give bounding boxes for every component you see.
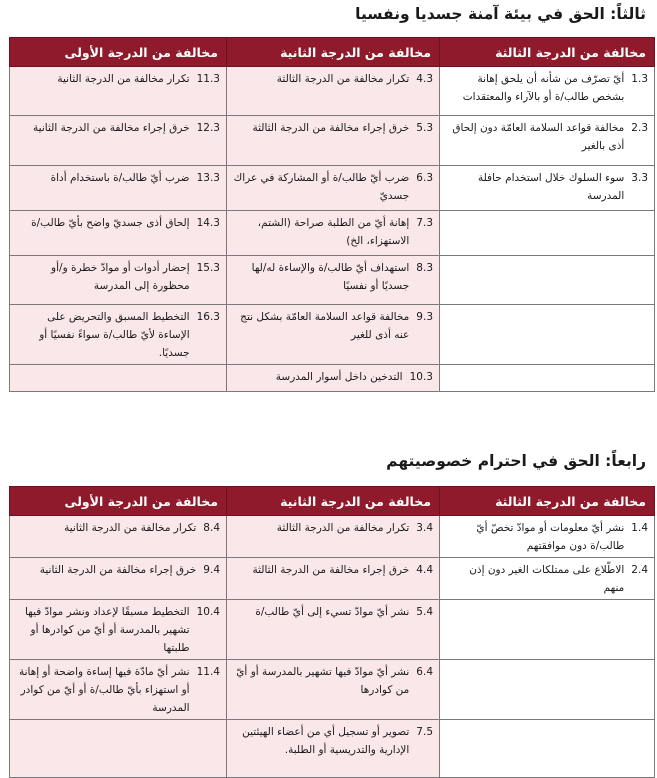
violation-text: تكرار مخالفة من الدرجة الثالثة xyxy=(276,73,410,85)
table-cell xyxy=(440,720,655,778)
column-header-third-degree: مخالفة من الدرجة الثالثة xyxy=(440,487,655,516)
violation-number: 1.3 xyxy=(631,73,648,85)
violation-number: 6.3 xyxy=(416,172,433,184)
violation-number: 10.3 xyxy=(409,371,433,383)
violation-number: 12.3 xyxy=(196,122,220,134)
table-row xyxy=(10,67,655,116)
table-row xyxy=(10,558,655,600)
table-row xyxy=(10,305,655,365)
table-cell xyxy=(440,166,655,211)
violation-text: تصوير أو تسجيل أي من أعضاء الهيئتين الإدارية والتدريسية أو الطلبة. xyxy=(242,726,410,756)
violation-number: 14.3 xyxy=(196,217,220,229)
violation-text: التدخين داخل أسوار المدرسة xyxy=(275,371,403,383)
violation-text: نشر أيّ موادّ فيها تشهير بالمدرسة أو أيّ من كوادرها xyxy=(236,666,410,696)
table-cell xyxy=(227,166,440,211)
table-row xyxy=(10,256,655,305)
violation-number: 9.3 xyxy=(416,311,433,323)
table-cell xyxy=(227,600,440,660)
table-cell xyxy=(10,256,227,305)
table-cell xyxy=(440,256,655,305)
violation-text: خرق إجراء مخالفة من الدرجة الثالثة xyxy=(252,122,410,134)
violation-number: 16.3 xyxy=(196,311,220,323)
violation-text: تكرار مخالفة من الدرجة الثانية xyxy=(64,522,197,534)
table-row xyxy=(10,720,655,778)
table-cell xyxy=(227,116,440,166)
column-header-first-degree: مخالفة من الدرجة الأولى xyxy=(10,487,227,516)
violation-text: إحضار أدوات أو موادّ خطرة و/أو محظورة إلى المدرسة xyxy=(51,262,190,292)
violation-number: 5.4 xyxy=(416,606,433,618)
table-cell xyxy=(440,211,655,256)
table-cell xyxy=(10,558,227,600)
table-cell xyxy=(10,600,227,660)
table-cell xyxy=(10,116,227,166)
table-cell xyxy=(440,516,655,558)
table-cell xyxy=(10,660,227,720)
table-row xyxy=(10,660,655,720)
table-cell xyxy=(440,67,655,116)
table-cell xyxy=(10,305,227,365)
table-cell xyxy=(227,720,440,778)
table-cell xyxy=(227,558,440,600)
violation-text: الاطّلاع على ممتلكات الغير دون إذن منهم xyxy=(469,564,625,594)
table-cell xyxy=(227,365,440,392)
violation-text: إهانة أيّ من الطلبة صراحة (الشتم، الاستهزاء، الخ) xyxy=(257,217,410,247)
violation-number: 9.4 xyxy=(203,564,220,576)
table-cell xyxy=(10,720,227,778)
violation-text: أيّ تصرّف من شأنه أن يلحق إهانة بشخص طالب/ة أو بالآراء والمعتقدات xyxy=(462,73,625,103)
violation-text: التخطيط المسبق والتحريض على الإساءة لأيّ طالب/ة سواءً نفسيًا أو جسديًا. xyxy=(39,311,190,359)
violation-text: مخالفة قواعد السلامة العامّة دون إلحاق أذى بالغير xyxy=(452,122,625,152)
violation-text: التخطيط مسبقًا لإعداد ونشر موادّ فيها تشهير بالمدرسة أو أيّ من كوادرها أو طلبتها xyxy=(25,606,190,654)
table-cell xyxy=(10,67,227,116)
violation-number: 10.4 xyxy=(196,606,220,618)
violation-number: 13.3 xyxy=(196,172,220,184)
violation-text: تكرار مخالفة من الدرجة الثالثة xyxy=(276,522,410,534)
violation-number: 8.3 xyxy=(416,262,433,274)
violation-number: 11.4 xyxy=(196,666,220,678)
table-row xyxy=(10,600,655,660)
violation-number: 3.3 xyxy=(631,172,648,184)
violation-number: 4.4 xyxy=(416,564,433,576)
table-cell xyxy=(227,516,440,558)
violation-number: 5.3 xyxy=(416,122,433,134)
violation-text: مخالفة قواعد السلامة العامّة بشكل نتج عنه أذى للغير xyxy=(240,311,410,341)
violation-number: 3.4 xyxy=(416,522,433,534)
table-row xyxy=(10,116,655,166)
column-header-third-degree: مخالفة من الدرجة الثالثة xyxy=(440,38,655,67)
section3-table xyxy=(9,37,655,392)
violation-number: 15.3 xyxy=(196,262,220,274)
table-cell xyxy=(227,256,440,305)
table-cell xyxy=(440,116,655,166)
violation-number: 2.3 xyxy=(631,122,648,134)
violation-number: 11.3 xyxy=(196,73,220,85)
table-cell xyxy=(227,305,440,365)
violation-text: ضرب أيّ طالب/ة باستخدام أداة xyxy=(50,172,190,184)
violation-number: 7.3 xyxy=(416,217,433,229)
section4-title: رابعاً: الحق في احترام خصوصيتهم xyxy=(386,452,646,470)
table-row xyxy=(10,211,655,256)
violation-text: تكرار مخالفة من الدرجة الثانية xyxy=(57,73,190,85)
table-cell xyxy=(227,660,440,720)
table-row xyxy=(10,365,655,392)
table-cell xyxy=(10,516,227,558)
column-header-second-degree: مخالفة من الدرجة الثانية xyxy=(227,487,440,516)
violation-text: نشر أيّ معلومات أو موادّ تخصّ أيّ طالب/ة دون موافقتهم xyxy=(476,522,625,552)
table-cell xyxy=(440,305,655,365)
table-cell xyxy=(440,600,655,660)
violation-text: خرق إجراء مخالفة من الدرجة الثانية xyxy=(39,564,197,576)
violation-number: 7.5 xyxy=(416,726,433,738)
table-cell xyxy=(10,166,227,211)
violation-text: إلحاق أذى جسديّ واضح بأيّ طالب/ة xyxy=(31,217,190,229)
violation-number: 8.4 xyxy=(203,522,220,534)
violation-number: 6.4 xyxy=(416,666,433,678)
table-cell xyxy=(227,211,440,256)
section4-table xyxy=(9,486,655,778)
violation-text: نشر أيّ موادّ تسيء إلى أيّ طالب/ة xyxy=(255,606,410,618)
table-header-row xyxy=(10,38,655,67)
violation-text: نشر أيّ مادّة فيها إساءة واضحة أو إهانة أو استهزاء بأيّ طالب/ة أو أيّ من كوادر المدرسة xyxy=(18,666,190,714)
violation-text: ضرب أيّ طالب/ة أو المشاركة في عراك جسديّ xyxy=(233,172,410,202)
table-cell xyxy=(10,211,227,256)
column-header-second-degree: مخالفة من الدرجة الثانية xyxy=(227,38,440,67)
violation-text: خرق إجراء مخالفة من الدرجة الثالثة xyxy=(252,564,410,576)
violation-number: 4.3 xyxy=(416,73,433,85)
violation-text: خرق إجراء مخالفة من الدرجة الثانية xyxy=(33,122,190,134)
table-cell xyxy=(227,67,440,116)
table-row xyxy=(10,516,655,558)
table-row xyxy=(10,166,655,211)
table-cell xyxy=(440,558,655,600)
table-cell xyxy=(440,660,655,720)
violation-number: 1.4 xyxy=(631,522,648,534)
section3-title: ثالثاً: الحق في بيئة آمنة جسديا ونفسيا xyxy=(355,5,646,23)
table-cell xyxy=(10,365,227,392)
violation-text: استهداف أيّ طالب/ة والإساءة له/لها جسديًا أو نفسيًا xyxy=(251,262,410,292)
table-header-row xyxy=(10,487,655,516)
table-cell xyxy=(440,365,655,392)
violation-text: سوء السلوك خلال استخدام حافلة المدرسة xyxy=(477,172,625,202)
column-header-first-degree: مخالفة من الدرجة الأولى xyxy=(10,38,227,67)
violation-number: 2.4 xyxy=(631,564,648,576)
